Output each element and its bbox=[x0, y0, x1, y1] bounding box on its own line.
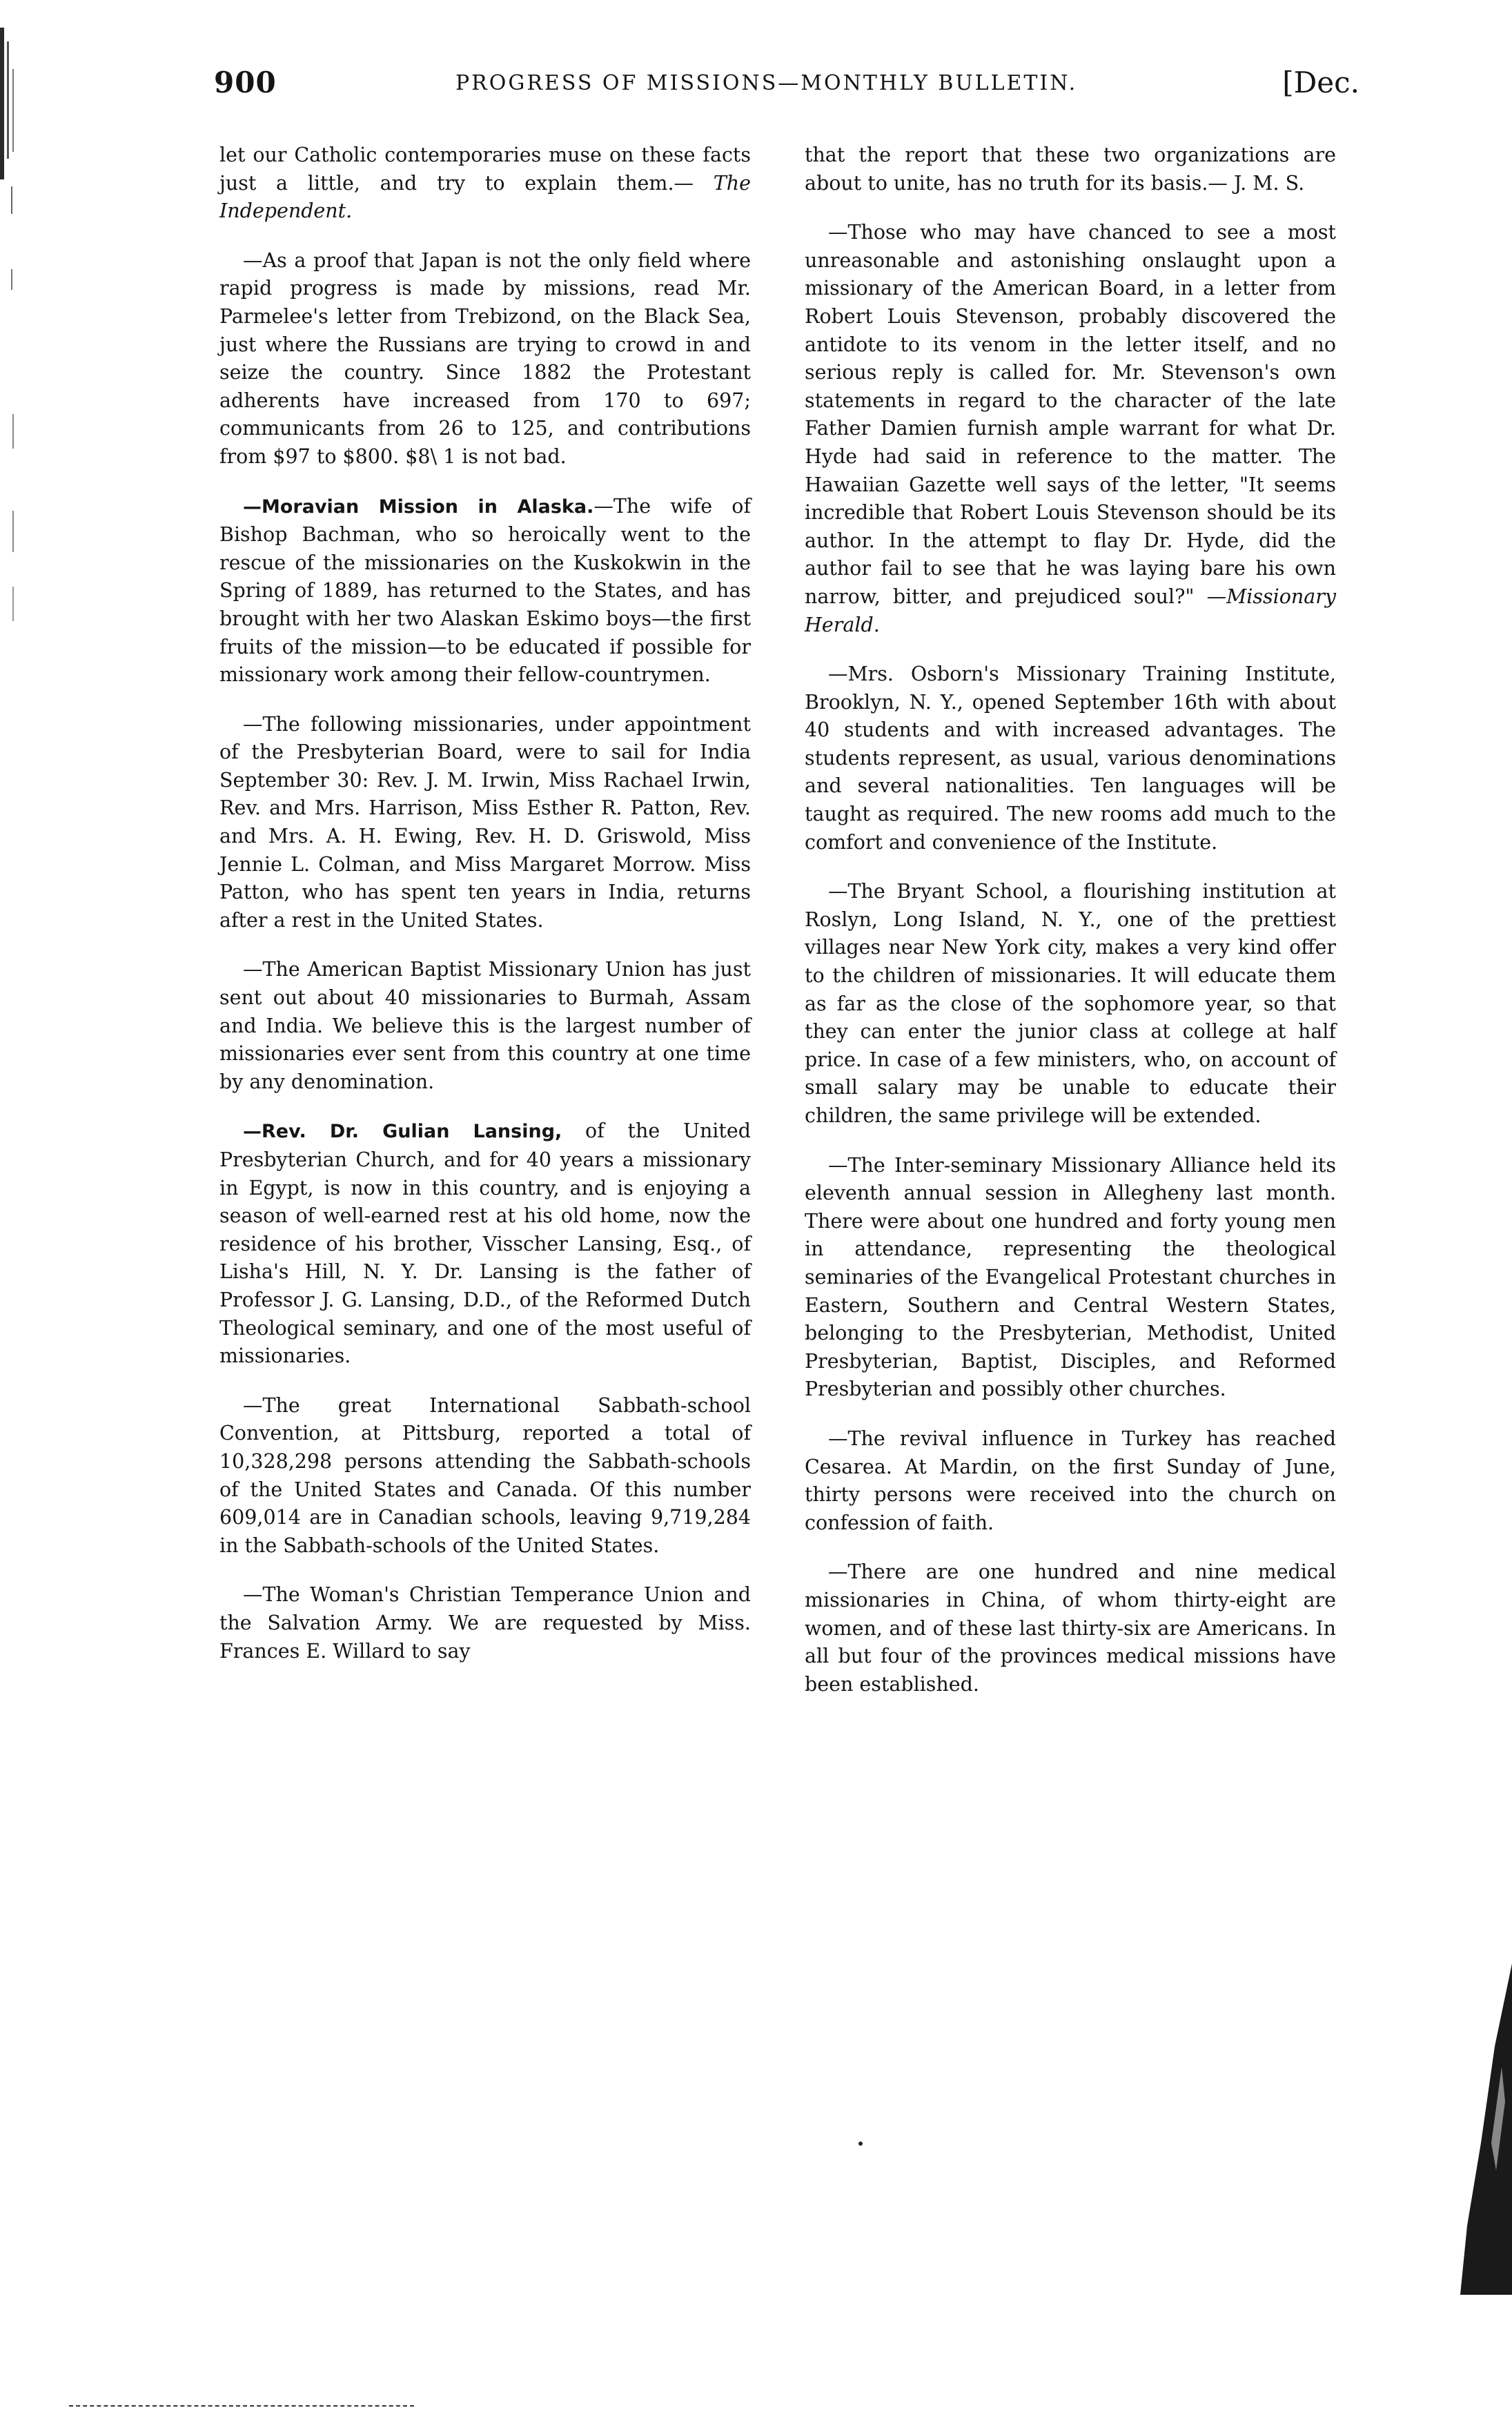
paragraph-text: —Mrs. Osborn's Missionary Training Institute, Brooklyn, N. Y., opened September 16th with about 40 students and with increased advantages. The students represent, as usual, various denominations and several nationalities. Ten languages will be taught as required. The new rooms add much to the comfort and convenience of the Institute. bbox=[805, 663, 1336, 854]
paragraph bbox=[805, 1558, 1336, 1698]
stray-mark bbox=[858, 2142, 863, 2146]
footer-rule bbox=[69, 2405, 414, 2407]
paragraph bbox=[219, 711, 751, 935]
paragraph-text: of the United Presbyterian Church, and for 40 years a missionary in Egypt, is now in this country, and is enjoying a season of well-earned rest at his old home, now the residence of his brother, Visscher Lansing, Esq., of Lisha's Hill, N. Y. Dr. Lansing is the father of Professor J. G. Lansing, D.D., of the Reformed Dutch Theological seminary, and one of the most useful of missionaries. bbox=[219, 1119, 751, 1368]
paragraph bbox=[805, 660, 1336, 856]
paragraph bbox=[219, 141, 751, 226]
paragraph-text: —The revival influence in Turkey has reached Cesarea. At Mardin, on the first Sunday of June, thirty persons were received into the church on confession of faith. bbox=[805, 1427, 1336, 1534]
paragraph-text: —The great International Sabbath-school Convention, at Pittsburg, reported a total of 10,328,298 persons attending the Sabbath-schools of the United States and Canada. Of this number 609,014 are in Canadian schools, leaving 9,719,284 in the Sabbath-schools of the United States. bbox=[219, 1393, 751, 1557]
paragraph bbox=[219, 956, 751, 1096]
page-header bbox=[214, 66, 1359, 114]
paragraph-text: —The American Baptist Missionary Union has just sent out about 40 missionaries to Burmah, Assam and India. We believe this is the largest number of missionaries ever sent from this country at one time by any denomination. bbox=[219, 958, 751, 1093]
paragraph bbox=[805, 1152, 1336, 1404]
section-marker: [Dec. bbox=[1282, 66, 1359, 99]
paragraph-text: —The wife of Bishop Bachman, who so heroically went to the rescue of the missionaries on the Kuskokwin in the Spring of 1889, has returned to the States, and has brought with her two Alaskan Eskimo boys—the first fruits of the mission—to be educated if possible for missionary work among their fellow-countrymen. bbox=[219, 494, 751, 687]
paragraph-text: that the report that these two organizations are about to unite, has no truth for its basis.— J. M. S. bbox=[805, 144, 1336, 195]
paragraph bbox=[805, 878, 1336, 1130]
paragraph bbox=[805, 1425, 1336, 1537]
paragraph-lead: —Moravian Mission in Alaska. bbox=[243, 496, 594, 518]
paragraph bbox=[219, 1117, 751, 1370]
paragraph-source: —Missionary Herald. bbox=[805, 585, 1337, 636]
paragraph bbox=[219, 1581, 751, 1665]
right-column bbox=[805, 141, 1336, 1720]
paragraph-source: The Independent. bbox=[219, 171, 751, 223]
page-number: 900 bbox=[214, 66, 277, 99]
paragraph-text: —There are one hundred and nine medical missionaries in China, of whom thirty-eight are women, and of these last thirty-six are Americans. In all but four of the provinces medical missions have been established. bbox=[805, 1560, 1336, 1696]
paragraph bbox=[219, 247, 751, 471]
paragraph bbox=[219, 1392, 751, 1560]
paragraph-lead: —Rev. Dr. Gulian Lansing, bbox=[243, 1121, 562, 1143]
paragraph bbox=[805, 141, 1336, 197]
paragraph-text: —The following missionaries, under appointment of the Presbyterian Board, were to sail for India September 30: Rev. J. M. Irwin, Miss Rachael Irwin, Rev. and Mrs. Harrison, Miss Esther R. Patton, Rev. and Mrs. A. H. Ewing, Rev. H. D. Griswold, Miss Jennie L. Colman, and Miss Margaret Morrow. Miss Patton, who has spent ten years in India, returns after a rest in the United States. bbox=[219, 712, 751, 932]
paragraph-text: —The Woman's Christian Temperance Union and the Salvation Army. We are requested by Miss. Frances E. Willard to say bbox=[219, 1583, 751, 1663]
paragraph-text: —The Bryant School, a flourishing institution at Roslyn, Long Island, N. Y., one of the prettiest villages near New York city, makes a very kind offer to the children of missionaries. It will educate them as far as the close of the sophomore year, so that they can enter the junior class at college at half price. In case of a few ministers, who, on account of small salary may be unable to educate their children, the same privilege will be extended. bbox=[805, 880, 1336, 1127]
paragraph-text: —Those who may have chanced to see a most unreasonable and astonishing onslaught upon a missionary of the American Board, in a letter from Robert Louis Stevenson, probably discovered the antidote to its venom in the letter itself, and no serious reply is called for. Mr. Stevenson's own statements in regard to the character of the late Father Damien furnish ample warrant for what Dr. Hyde had said in reference to the matter. The Hawaiian Gazette well says of the letter, "It seems incredible that Robert Louis Stevenson should be its author. In the attempt to flay Dr. Hyde, did the author fail to see that he was laying bare his own narrow, bitter, and prejudiced soul?" bbox=[805, 221, 1336, 608]
paragraph bbox=[219, 493, 751, 689]
paragraph bbox=[805, 219, 1336, 639]
page-corner-shadow bbox=[1453, 1963, 1512, 2295]
binding-edge bbox=[0, 28, 21, 179]
running-title: PROGRESS OF MISSIONS—MONTHLY BULLETIN. bbox=[455, 71, 1078, 95]
paragraph-text: —The Inter-seminary Missionary Alliance held its eleventh annual session in Allegheny last month. There were about one hundred and forty young men in attendance, representing the theological seminaries of the Evangelical Protestant churches in Eastern, Southern and Central Western States, belonging to the Presbyterian, Methodist, United Presbyterian, Baptist, Disciples, and Reformed Presbyterian and possibly other churches. bbox=[805, 1153, 1336, 1401]
paragraph-text: —As a proof that Japan is not the only field where rapid progress is made by missions, read Mr. Parmelee's letter from Trebizond, on the Black Sea, just where the Russians are trying to crowd in and seize the country. Since 1882 the Protestant adherents have increased from 170 to 697; communicants from 26 to 125, and contributions from $97 to $800. $8\ 1 is not bad. bbox=[219, 248, 751, 468]
left-column bbox=[219, 141, 751, 1687]
paragraph-text: let our Catholic contemporaries muse on these facts just a little, and try to explain them.— bbox=[219, 144, 751, 195]
binding-specks bbox=[7, 186, 21, 628]
